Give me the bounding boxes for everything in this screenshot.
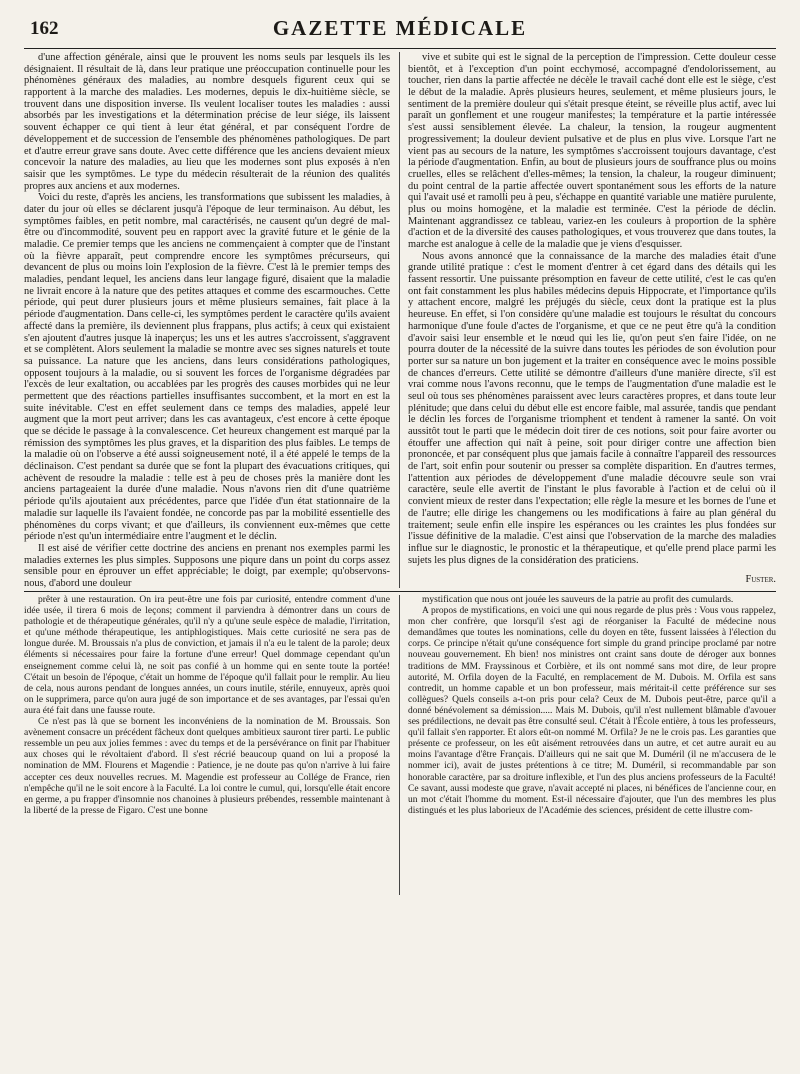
column-divider xyxy=(399,595,400,895)
article-left-column xyxy=(24,52,390,588)
feuilleton-right-column xyxy=(408,595,776,817)
journal-title: GAZETTE MÉDICALE xyxy=(272,16,528,40)
newspaper-page xyxy=(24,16,776,1062)
paragraph: A propos de mystifications, en voici une qui nous regarde de plus près : Vous vous rappelez, mon cher confrère, que lorsqu'il s'est agi de réorganiser la Faculté de médecine nous demandâmes que toutes les nominations, celle du doyen en tête, fussent laissées à l'élection du corps. Ce principe n'était qu'une conséquence fort simple du grand principe proclamé par notre nouveau gouvernement. Eh bien! nos ministres ont craint sans doute de déroger aux bonnes traditions de MM. Frayssinous et Corbière, et ils ont nommé sans mot dire, de leur propre autorité, M. Orfila doyen de la Faculté, en remplacement de M. Dubois. M. Orfila est sans contredit, un homme capable et un bon professeur, mais méritait-il cette préférence sur ses collègues? Quels conseils a-t-on pris pour cela? Ceux de M. Dubois peut-être, parce qu'il a donné bénévolement sa démission..... Mais M. Dubois, qu'il n'est nullement blâmable d'avouer ses prédilections, ne devait pas être consulté seul. C'était à l'École entière, à tous les professeurs, qu'il fallait s'en rapporter. Et alors eût-on nommé M. Orfila? Je ne le crois pas. Les garanties que présente ce professeur, on les eût aisément retrouvées dans un autre, et cet autre aurait eu au moins l'avantage d'être Français. D'ailleurs qui ne sait que M. Duméril (il ne m'accusera de le nommer ici), avait de justes prétentions à ce titre; M. Duméril, si recommandable par son honorable caractère, par sa droiture inflexible, et l'un des plus anciens professeurs de la Faculté! Ce savant, aussi modeste que grave, n'avait accepté ni places, ni bénéfices de l'ancienne cour, en un mot c'était l'homme du moment. Est-il nécessaire d'ajouter, que l'un des membres les plus distingués et les plus laborieux de l'Académie des sciences, président de cette illustre com- xyxy=(408,606,776,816)
column-divider xyxy=(399,52,400,588)
paragraph: Voici du reste, d'après les anciens, les transformations que subissent les maladies, à dater du jour où elles se déclarent jusqu'à l'époque de leur terminaison. Au début, les symptômes faibles, en petit nombre, mal caractérisés, ne causent qu'un degré de mal-être ou d'incommodité, souvent peu en rapport avec la gravité future et le génie de la maladie. Ce premier temps que les anciens ne commençaient à compter que de l'instant où la fièvre apparaît, peut comprendre encore les symptômes précurseurs, qui devancent de plus ou moins loin l'explosion de la fièvre. C'est là le premier temps des maladies, pendant lequel, les anciens dans leur langage figuré, disaient que la maladie ne livrait encore à la nature que des petites attaques et comme des escarmouches. Cette période, qui peut durer plusieurs jours et même plusieurs semaines, fait place à la période d'augmentation. Dans celle-ci, les symptômes perdent le caractère qu'ils avaient affecté dans la première, ils deviennent plus frappans, plus actifs; à ceux qui existaient s'en ajoutent d'autres jusque là inaperçus; les uns et les autres s'accroissent, s'aggravent et se complètent. Alors seulement la maladie se montre avec ses signes naturels et toute sa puissance. La nature que les anciens, dans leurs considérations pathologiques, opposent toujours à la maladie, ou si souvent les forces de l'organisme dégradées par l'excès de leur exaltation, ou accablées par les progrès des causes morbides qui ne leur permettent que des réactions partielles insuffisantes succombent, et la mort en est la suite inévitable. C'est en effet seulement dans ce temps des maladies, appelé leur augment que la mort peut arriver; dans les cas avantageux, c'est encore à cette époque que se décide le passage à la convalescence. Cet heureux changement est marqué par la rémission des symptômes les plus graves, et la disparition des plus faibles. Le temps de la maladie où on l'observe a été aussi soigneusement noté, il a été appelé le temps de la déclinaison. C'est pendant sa durée que se font la plupart des évacuations critiques, qui achèvent de resoudre la maladie : telle est à peu de choses près la manière dont les anciens partageaient la durée d'une maladie. Nous n'avons rien dit d'une quatrième période qu'ils ajoutaient aux précédentes, parce que l'idée d'un état stationnaire de la maladie sur laquelle ils l'avaient fondée, ne concorde pas par la mobilité essentielle des phénomènes du corps vivant; et que d'ailleurs, ils conviennent eux-mêmes que cette période n'est qu'un intermédiaire entre l'augment et le déclin. xyxy=(24,192,390,543)
feuilleton-left-column xyxy=(24,595,390,817)
paragraph: Nous avons annoncé que la connaissance de la marche des maladies était d'une grande utilité pratique : c'est le moment d'entrer à cet égard dans des détails qui les fassent ressortir. Une puissante présomption en faveur de cette utilité, c'est le cas qu'en ont fait constamment les plus habiles médecins depuis Hippocrate, et l'importance qu'ils y attachent encore, malgré les préjugés du siècle, ceux dont la pratique est la plus heureuse. En effet, si l'on considère qu'une maladie est toujours le résultat du concours harmonique d'une foule d'actes de l'organisme, et que ce ne peut être qu'à la condition d'avoir saisi leur ensemble et le nœud qui les lie, qu'on peut s'en faire l'idée, on ne pourra douter de la nécessité de la suivre dans toutes les périodes de son évolution pour porter sur sa nature un bon jugement et la traiter en conséquence avec le moins possible de chances d'erreurs. Cette utilité se démontre d'ailleurs d'une manière directe, s'il est vrai comme nous l'avons reconnu, que le temps de l'augmentation d'une maladie est le seul où tous ses phénomènes paraissent avec leurs caractères propres, et dans toute leur plénitude; que dans celui du début elle est encore faible, mal assurée, tandis que pendant le déclin les forces de l'organisme triomphent et tendent à ramener la santé. On voit aussitôt tout le parti que le médecin doit tirer de ces notions, soit pour faire avorter ou étouffer une affection qui naît à peine, soit pour diriger contre une affection bien prononcée, et par conséquent plus que jamais facile à connaître l'appareil des ressources de l'art, soit enfin pour soutenir ou presser sa complète disparition. En d'autres termes, l'attention aux périodes de développement d'une maladie découvre seule son vrai caractère, seule elle avertit de l'instant le plus favorable à l'action et de celui où il convient mieux de rester dans l'expectation; elle règle la mesure et les bornes de l'une et de l'autre; elle dirige les changemens ou les modifications à faire au plan général du traitement; seule enfin elle inspire les espérances ou les craintes les plus fondées sur l'issue définitive de la maladie. C'est ainsi que l'observation de la marche des maladies influe sur le diagnostic, le pronostic et la thérapeutique, et qu'elle prend place parmi les sujets les plus dignes de la considération des praticiens. xyxy=(408,250,776,566)
paragraph: vive et subite qui est le signal de la perception de l'impression. Cette douleur cesse bientôt, et à l'exception d'un point ecchymosé, accompagné d'endolorissement, au toucher, rien dans la partie affectée ne décèle le travail caché dont elle est le siège, c'est le début de la maladie. Après plusieurs heures, seulement, et même plusieurs jours, le sentiment de la première douleur qui s'était presque éteint, se réveille plus actif, avec lui paraît un gonflement et une rougeur manifestes; la température et la partie intéressée s'est aussi sensiblement élevée. La chaleur, la tension, la rougeur augmentent progressivement; la douleur devient pulsative et de plus en plus vive. Lorsque l'art ne vient pas au secours de la nature, les symptômes s'accroissent toujours davantage, c'est la période d'augmentation. Enfin, au bout de plusieurs jours de souffrance plus ou moins cruelles, elles se relâchent d'elles-mêmes; la tension, la chaleur, la rougeur diminuent; du point central de la partie affectée ouvert spontanément sous les efforts de la nature qui l'avait usé et ramolli peu à peu, s'échappe en quantité variable une matière purulente, plus ou moins homogène, et la maladie est terminée. C'est la période de déclin. Maintenant aggrandissez ce tableau, variez-en les couleurs à proportion de la sphère d'action et de la diversité des causes pathologiques, et vous trouverez que dans toutes, la marche est analogue à celle de la maladie que je viens d'esquisser. xyxy=(408,52,776,250)
feuilleton xyxy=(24,595,776,895)
paragraph: Ce n'est pas là que se bornent les inconvéniens de la nomination de M. Broussais. Son avènement consacre un précédent fâcheux dont quelques ambitieux sauront tirer parti. Le public ressemble un peu aux jolies femmes : avec du temps et de la persévérance on finit par l'habituer aux choses qui le révoltaient d'abord. Il s'est récrié beaucoup quand on lui a proposé la nomination de MM. Flourens et Magendie : Patience, je ne doute pas qu'on n'arrive à lui faire accepter ces deux nouvelles recrues. M. Magendie est professeur au Collége de France, rien n'empêche qu'il ne le soit encore à la Faculté. La loi contre le cumul, qui, lorsqu'elle était encore en germe, a pu frapper d'insomnie nos chanoines à plusieurs prébendes, ressemble maintenant à la liberté de la presse de Figaro. C'est une bonne xyxy=(24,717,390,816)
header-rule xyxy=(24,48,776,49)
paragraph: prêter à une restauration. On ira peut-être une fois par curiosité, entendre comment d'une idée usée, il tirera 6 mois de leçons; comment il parviendra à démontrer dans un cours de pathologie et de thérapeutique générales, qu'il n'y a qu'une seule espèce de maladie, l'irritation, et qu'une méthode thérapeutique, les antiphlogistiques. Mais cette curiosité ne sera pas de longue durée. M. Broussais n'a plus de conviction, et jamais il n'a eu le talent de la parole; deux éléments si nécessaires pour faire la fortune d'une erreur! Quel dommage cependant qu'un enseignement comme celui là, ne soit pas confié à un homme qui en sente toute la portée! C'était un besoin de l'époque, c'était un homme de l'époque qu'il fallait pour le remplir. Au lieu de cela, nous aurons pendant de longues années, un cours inutile, stérile, ennuyeux, après quoi on le supprimera, parce qu'on aura jugé de son importance et de ses avantages, par l'essai qu'en aura été fait dans une fausse route. xyxy=(24,595,390,716)
paragraph: Il est aisé de vérifier cette doctrine des anciens en prenant nos exemples parmi les maladies externes les plus simples. Supposons une piqure dans un point du corps assez sensible pour en éprouver un effet appréciable; le doigt, par exemple; qu'observons-nous, d'abord une douleur xyxy=(24,542,390,588)
page-number: 162 xyxy=(30,18,59,39)
author-signature: Fuster. xyxy=(745,574,776,586)
page-header xyxy=(24,16,776,48)
paragraph: mystification que nous ont jouée les sauveurs de la patrie au profit des cumulards. xyxy=(422,595,734,605)
article-right-column xyxy=(408,52,776,586)
paragraph: d'une affection générale, ainsi que le prouvent les noms seuls par lesquels ils les désignaient. Il résultait de là, dans leur pratique une préoccupation continuelle pour les phénomènes généraux des maladies, au nombre desquels figurent ceux qui se rapportent à la marche des maladies. Les modernes, depuis le dix-huitième siècle, se trouvent dans une disposition inverse. Ils veulent localiser toutes les maladies : aussi absorbés par les investigations et la détermination précise de leur siége, ils laissent souvent échapper ce qui tient à leur état général, et par conséquent l'ordre de développement et de succession de l'ensemble des phénomènes pathologiques. De part et d'autre erreur grave sans doute. Avec cette différence que les anciens devaient mieux concevoir la nature des maladies, au lieu que les modernes sont plus exposés à n'en saisir que les symptômes. Le type du médecin résulterait de la réunion des qualités propres aux anciens et aux modernes. xyxy=(24,52,390,192)
main-article xyxy=(24,52,776,588)
feuilleton-rule xyxy=(24,591,776,592)
